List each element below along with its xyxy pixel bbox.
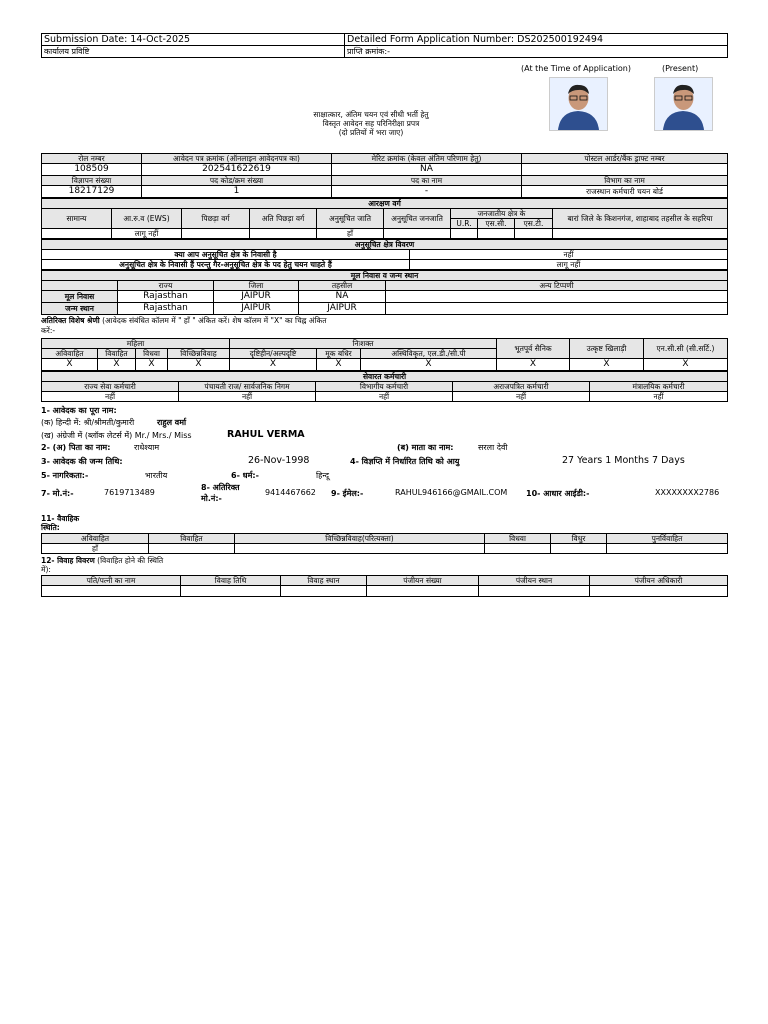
- email: RAHUL946166@GMAIL.COM: [395, 488, 508, 497]
- department-name: राजस्थान कर्मचारी चयन बोर्ड: [522, 186, 728, 198]
- photo-label-present: (Present): [662, 64, 699, 73]
- domicile-table: मूल निवास व जन्म स्थान राज्य जिला तहसील अन्य टिप्पणी मूल निवास Rajasthan JAIPUR NA जन्म स्थान Rajasthan JAIPUR JAIPUR: [41, 270, 728, 315]
- marital-status-table: अविवाहित विवाहित विच्छिन्नविवाह(परित्यक्ता) विधवा विधुर पुनर्विवाहित हाँ: [41, 533, 728, 554]
- office-use: कार्यालय प्रविष्टि: [42, 46, 345, 58]
- religion: हिन्दू: [316, 471, 330, 480]
- aadhaar-id: XXXXXXXX2786: [655, 488, 720, 497]
- application-serial: 202541622619: [142, 164, 332, 176]
- reservation-title: आरक्षण वर्ग: [42, 199, 728, 209]
- special-category-intro: अतिरिक्त विशेष श्रेणी (आवेदक संबंधित कॉलम में " हाँ " अंकित करें। शेष कॉलम में "X" का चिह्न अंकित करें:-: [41, 316, 327, 335]
- applicant-name-english: RAHUL VERMA: [227, 429, 305, 440]
- roll-number: 108509: [42, 164, 142, 176]
- marriage-label: 12- विवाह विवरण (विवाहित होने की स्थिति में):: [41, 556, 164, 574]
- scheduled-nonscheduled: लागू नहीं: [410, 260, 728, 270]
- marital-label: 11- वैवाहिक स्थिति:: [41, 514, 80, 532]
- reservation-table: आरक्षण वर्ग सामान्य आ.रु.व (EWS) पिछड़ा वर्ग अति पिछड़ा वर्ग अनुसूचित जाति अनुसूचित जनजाति जनजातीय क्षेत्र के बारां जिले के किशनगंज, शाहाबाद तहसील के सहरिया U.R. एस.सी. एस.टी. लागू नहीं हाँ: [41, 198, 728, 239]
- sc-value: हाँ: [317, 229, 384, 239]
- nationality: भारतीय: [145, 471, 168, 480]
- applicant-photo-present: [654, 77, 713, 131]
- application-info-table: रोल नम्बर आवेदन पत्र क्रमांक (ऑनलाइन आवेदनपत्र का) मेरिट क्रमांक (केवल अंतिम परिणाम हेतु) पोस्टल आर्डर/बैंक ड्राफ्ट नम्बर 108509 202541622619 NA विज्ञापन संख्या पद कोड/क्रम संख्या पद का नाम विभाग का नाम 18217129 1 - राजस्थान कर्मचारी चयन बोर्ड: [41, 153, 728, 198]
- photo-label-application: (At the Time of Application): [521, 64, 631, 73]
- submission-date: Submission Date: 14-Oct-2025: [42, 34, 345, 46]
- scheduled-resident: नहीं: [410, 250, 728, 260]
- scheduled-area-table: अनुसूचित क्षेत्र विवरण क्या आप अनुसूचित क्षेत्र के निवासी है नहीं अनुसूचित क्षेत्र के निवासी हैं परन्तु गैर-अनुसूचित क्षेत्र के पद हेतु चयन चाहते हैं लागू नहीं: [41, 239, 728, 270]
- mobile-number: 7619713489: [104, 488, 155, 497]
- post-code: 1: [142, 186, 332, 198]
- mother-name: सरला देवी: [478, 443, 508, 452]
- ews-value: लागू नहीं: [112, 229, 182, 239]
- employee-table: सेवारत कर्मचारी राज्य सेवा कर्मचारी पंचायती राज/ सार्वजनिक निगम विभागीय कर्मचारी अराजपत्रित कर्मचारी मंत्रालयिक कर्मचारी नहीं नहीं नहीं नहीं नहीं: [41, 371, 728, 402]
- special-category-table: महिला निःशक्त भूतपूर्व सैनिक उत्कृष्ट खिलाड़ी एन.सी.सी (सी.सर्टि.) अविवाहित विवाहित विधवा विच्छिन्नविवाह दृष्टिहीन/अल्पदृष्टि मूक बधिर अस्थिविकृत, एल.डी./सी.पी X X X X X X X X X X: [41, 338, 728, 371]
- marital-unmarried-value: हाँ: [42, 544, 149, 554]
- applicant-name-hindi: राहुल वर्मा: [157, 418, 187, 427]
- receipt-number: प्राप्ति क्रमांक:-: [345, 46, 728, 58]
- age: 27 Years 1 Months 7 Days: [562, 455, 685, 466]
- applicant-photo-application: [549, 77, 608, 131]
- advertisement-number: 18217129: [42, 186, 142, 198]
- merit-number: NA: [332, 164, 522, 176]
- photo-header: [41, 58, 727, 153]
- father-name: राधेश्याम: [134, 443, 160, 452]
- personal-details: 1- आवेदक का पूरा नाम: (क) हिन्दी में: श्री/श्रीमती/कुमारी राहुल वर्मा (ख) अंग्रेजी में (ब्लॉक लेटर्स में) Mr./ Mrs./ Miss RAHUL VERMA 2- (अ) पिता का नाम: राधेश्याम (ब) माता का नाम: सरला देवी 3- आवेदक की जन्म तिथि: 26-Nov-1998 4- विज्ञप्ति में निर्धारित तिथि को आयु 27 Years 1 Months 7 Days 5- नागरिकता:- भारतीय 6- धर्म:- हिन्दू 7- मो.नं:- 7619713489 8- अतिरिक्त मो.नं:- 9414467662 9- ईमेल:- RAHUL946166@GMAIL.COM 10- आधार आईडी:- XXXXXXXX2786: [41, 406, 720, 503]
- applicant-photo-icon: [550, 78, 607, 130]
- postal-order: [522, 164, 728, 176]
- marriage-details-table: पति/पत्नी का नाम विवाह तिथि विवाह स्थान पंजीयन संख्या पंजीयन स्थान पंजीयन अधिकारी: [41, 575, 728, 597]
- form-header-table: [41, 33, 728, 58]
- post-name: -: [332, 186, 522, 198]
- application-number: Detailed Form Application Number: DS202500192494: [345, 34, 728, 46]
- form-center-title: साक्षात्कार, अंतिम चयन एवं सीधी भर्ती हेतु विस्तृत आवेदन सह परिनिरीक्षा प्रपत्र (दो प्रतियों में भरा जाए): [313, 110, 429, 137]
- date-of-birth: 26-Nov-1998: [248, 455, 310, 466]
- alternate-mobile: 9414467662: [265, 488, 316, 497]
- applicant-photo-icon: [655, 78, 712, 130]
- application-form: [41, 33, 727, 597]
